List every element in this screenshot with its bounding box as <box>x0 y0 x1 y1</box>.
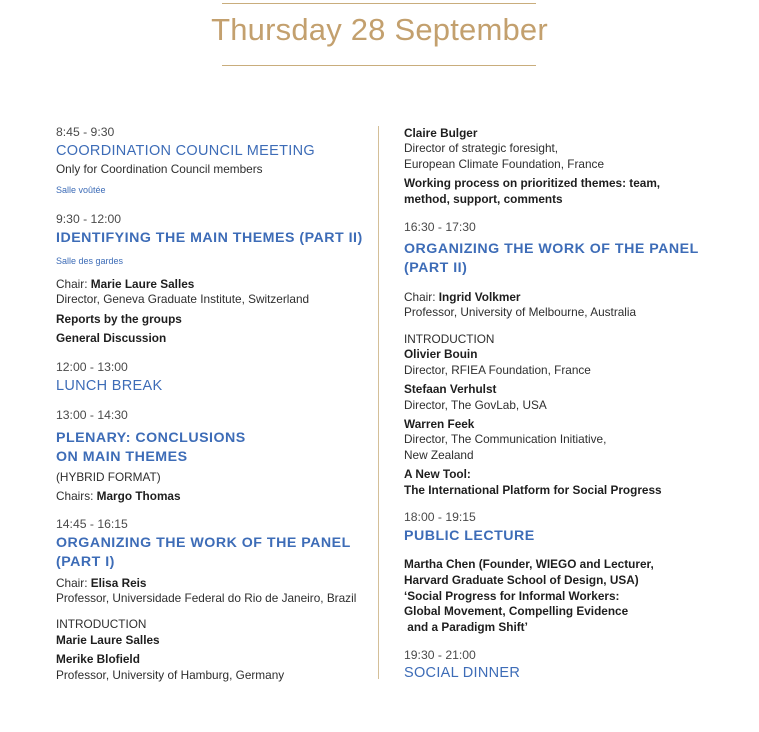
session-title: PUBLIC LECTURE <box>404 528 535 544</box>
intro-label: INTRODUCTION <box>404 332 495 346</box>
session-time: 8:45 - 9:30 <box>56 125 115 139</box>
chair-name: Ingrid Volkmer <box>438 290 521 304</box>
lecture-line: Harvard Graduate School of Design, USA) <box>404 573 639 587</box>
page-title: Thursday 28 September <box>211 12 548 47</box>
speaker-name: Stefaan Verhulst <box>404 382 497 396</box>
column-divider <box>378 126 379 679</box>
session-title: PLENARY: CONCLUSIONS <box>56 430 246 446</box>
chair-line <box>56 489 181 503</box>
lecture-line: and a Paradigm Shift’ <box>404 620 528 634</box>
session-time: 9:30 - 12:00 <box>56 212 122 226</box>
chair-line <box>404 290 520 304</box>
session-note: Only for Coordination Council members <box>56 162 263 176</box>
session-title: LUNCH BREAK <box>56 378 163 394</box>
chair-role: Professor, University of Melbourne, Australia <box>404 305 637 319</box>
agenda-item: Working process on prioritized themes: team, <box>404 176 661 190</box>
speaker-role: Professor, University of Hamburg, Germany <box>56 668 285 682</box>
lecture-line: ‘Social Progress for Informal Workers: <box>404 589 620 603</box>
speaker-name: Warren Feek <box>404 417 475 431</box>
speaker-role: Director, RFIEA Foundation, France <box>404 363 591 377</box>
session-time: 16:30 - 17:30 <box>404 220 476 234</box>
room-label: Salle voûtée <box>56 185 106 195</box>
speaker-name: Merike Blofield <box>56 652 140 666</box>
chair-label: Chair: <box>56 576 88 590</box>
speaker-role: Director, The GovLab, USA <box>404 398 547 412</box>
session-title: SOCIAL DINNER <box>404 665 521 681</box>
speaker-role: Director, The Communication Initiative, <box>404 432 607 446</box>
chair-label: Chairs: <box>56 489 94 503</box>
lecture-line: Martha Chen (Founder, WIEGO and Lecturer, <box>404 557 654 571</box>
agenda-item: The International Platform for Social Progress <box>404 483 662 497</box>
speaker-role: Director of strategic foresight, <box>404 141 559 155</box>
session-title: ON MAIN THEMES <box>56 449 188 465</box>
speaker-name: Claire Bulger <box>404 126 478 140</box>
chair-name: Elisa Reis <box>90 576 147 590</box>
session-time: 18:00 - 19:15 <box>404 510 476 524</box>
speaker-name: Olivier Bouin <box>404 347 478 361</box>
session-title: ORGANIZING THE WORK OF THE PANEL <box>56 535 351 551</box>
chair-name: Margo Thomas <box>96 489 181 503</box>
chair-role: Professor, Universidade Federal do Rio de Janeiro, Brazil <box>56 591 357 605</box>
session-title: IDENTIFYING THE MAIN THEMES (PART II) <box>56 230 363 246</box>
chair-label: Chair: <box>404 290 436 304</box>
session-time: 14:45 - 16:15 <box>56 517 128 531</box>
session-title: (PART II) <box>404 260 468 276</box>
session-title: COORDINATION COUNCIL MEETING <box>56 143 315 159</box>
chair-line <box>56 576 147 590</box>
session-time: 12:00 - 13:00 <box>56 360 128 374</box>
chair-label: Chair: <box>56 277 88 291</box>
intro-label: INTRODUCTION <box>56 617 147 631</box>
chair-name: Marie Laure Salles <box>90 277 195 291</box>
title-rule-top <box>222 3 536 4</box>
room-label: Salle des gardes <box>56 256 124 266</box>
session-title: ORGANIZING THE WORK OF THE PANEL <box>404 241 699 257</box>
agenda-item: method, support, comments <box>404 192 563 206</box>
agenda-item: A New Tool: <box>404 467 471 481</box>
title-rule-bottom <box>222 65 536 66</box>
chair-line <box>56 277 194 291</box>
agenda-item: General Discussion <box>56 331 167 345</box>
session-time: 19:30 - 21:00 <box>404 648 476 662</box>
session-title: (PART I) <box>56 554 115 570</box>
lecture-line: Global Movement, Compelling Evidence <box>404 604 629 618</box>
chair-role: Director, Geneva Graduate Institute, Switzerland <box>56 292 310 306</box>
speaker-role: New Zealand <box>404 448 474 462</box>
speaker-role: European Climate Foundation, France <box>404 157 605 171</box>
agenda-item: Reports by the groups <box>56 312 182 326</box>
session-format: (HYBRID FORMAT) <box>56 470 161 484</box>
session-time: 13:00 - 14:30 <box>56 408 128 422</box>
speaker-name: Marie Laure Salles <box>56 633 160 647</box>
